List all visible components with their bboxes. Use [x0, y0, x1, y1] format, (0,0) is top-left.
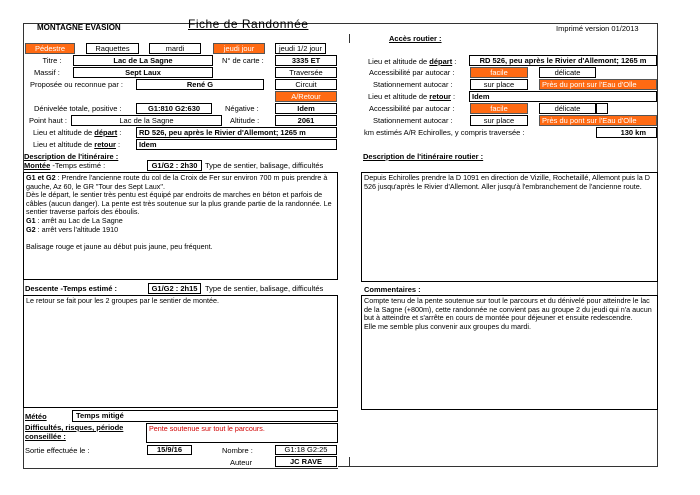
montee-text-line — [26, 226, 335, 235]
acces-depart-label-key: départ — [429, 57, 453, 66]
auteur-label: Auteur — [230, 458, 253, 467]
difficultes-field[interactable]: Pente soutenue sur tout le parcours. — [146, 423, 338, 443]
altitude-field[interactable]: 2061 — [275, 115, 337, 126]
descente-temps-field[interactable]: G1/G2 : 2h15 — [148, 283, 201, 294]
montee-text-line — [26, 243, 335, 252]
descente-label-key: Descente — [25, 284, 59, 293]
point-haut-label: Point haut : — [29, 116, 67, 125]
montee-text-content: : arrêt vers l'altitude 1910 — [35, 224, 119, 234]
acces-retour-stationnement-field[interactable]: Près du pont sur l'Eau d'Olle — [539, 115, 657, 126]
difficultes-label: Difficultés, risques, période conseillée : — [25, 423, 124, 441]
denivele-field[interactable]: G1:810 G2:630 — [136, 103, 212, 114]
option-pedestre[interactable]: Pédestre — [25, 43, 75, 54]
acces-retour-label — [368, 92, 455, 101]
option-jeudi-demi-jour[interactable]: jeudi 1/2 jour — [275, 43, 326, 54]
acces-depart-label-post: : — [452, 57, 457, 66]
acces-depart-label-pre: Lieu et altitude de — [368, 57, 430, 66]
montee-text — [26, 174, 335, 251]
montee-text-group: G1 — [26, 215, 36, 225]
routier-title: Description de l'itinéraire routier : — [363, 152, 484, 161]
organization-name: MONTAGNE EVASION — [37, 23, 121, 32]
montee-label — [24, 161, 105, 170]
commentaires-paragraph-2: Elle me semble plus convenir aux groupes du mardi. — [364, 321, 531, 331]
carte-label: N° de carte : — [222, 56, 264, 65]
acces-retour-label-key: retour — [429, 92, 451, 101]
acces-depart-facile[interactable]: facile — [470, 67, 528, 78]
acces-retour-extra-checkbox[interactable] — [596, 103, 608, 114]
option-traversee[interactable]: Traversée — [275, 67, 337, 78]
depart-label-key: départ — [94, 128, 118, 137]
option-mardi[interactable]: mardi — [149, 43, 201, 54]
altitude-label: Altitude : — [230, 116, 260, 125]
commentaires-area[interactable] — [361, 295, 658, 410]
montee-text-content: : arrêt au Lac de La Sagne — [35, 215, 123, 225]
denivele-label: Dénivelée totale, positive : — [34, 104, 122, 113]
nombre-field[interactable]: G1:18 G2:25 — [275, 445, 337, 455]
depart-label — [33, 128, 121, 137]
km-field[interactable]: 130 km — [596, 127, 657, 138]
itineraire-title: Description de l'itinéraire : — [24, 152, 119, 161]
routier-text: Depuis Echirolles prendre la D 1091 en direction de Vizille, Rochetaillé, Allemont puis la D 526 jusqu'après le Rivier d'Allemont. Aller jusqu'à l'embranchement de l'ancienne route. — [364, 173, 650, 191]
version-label: Imprimé version 01/2013 — [556, 24, 639, 33]
acces-retour-label-pre: Lieu et altitude de — [368, 92, 430, 101]
acces-depart-stationnement-label: Stationnement autocar : — [373, 80, 453, 89]
depart-label-pre: Lieu et altitude de — [33, 128, 95, 137]
montee-text-content: : Prendre l'ancienne route du col de la Croix de Fer sur environ 700 m puis prendre à gauche, Az 60, le GR "Tour des Sept Laux". — [26, 173, 328, 191]
propose-field[interactable]: René G — [136, 79, 264, 90]
titre-label: Titre : — [42, 56, 62, 65]
descente-text: Le retour se fait pour les 2 groupes par le sentier de montée. — [26, 296, 219, 305]
option-aller-retour[interactable]: A/Retour — [275, 91, 337, 102]
descente-text-area[interactable] — [23, 295, 338, 408]
option-circuit[interactable]: Circuit — [275, 79, 337, 90]
auteur-field[interactable]: JC RAVE — [275, 456, 337, 467]
depart-label-post: : — [117, 128, 122, 137]
acces-title: Accès routier : — [389, 34, 442, 43]
retour-field[interactable]: Idem — [136, 139, 337, 150]
point-haut-field[interactable]: Lac de la Sagne — [71, 115, 222, 126]
montee-text-line — [26, 174, 335, 191]
montee-text-group: G1 et G2 — [26, 173, 56, 182]
montee-temps-label: -Temps estimé : — [50, 161, 106, 170]
routier-text-area[interactable] — [361, 172, 658, 282]
titre-field[interactable]: Lac de La Sagne — [73, 55, 213, 66]
sortie-field[interactable]: 15/9/16 — [147, 445, 192, 455]
option-raquettes[interactable]: Raquettes — [86, 43, 139, 54]
acces-depart-label — [368, 57, 456, 66]
meteo-field[interactable]: Temps mitigé — [72, 410, 338, 422]
acces-retour-sur-place[interactable]: sur place — [470, 115, 528, 126]
montee-text-content: Balisage rouge et jaune au début puis jaune, peu fréquent. — [26, 241, 213, 251]
montee-label-key: Montée — [24, 161, 51, 170]
retour-label-key: retour — [94, 140, 116, 149]
acces-depart-accessibility-label: Accessibilité par autocar : — [369, 68, 455, 77]
descente-temps-label: -Temps estimé : — [58, 284, 117, 293]
acces-retour-accessibility-label: Accessibilité par autocar : — [369, 104, 455, 113]
propose-label: Proposée ou reconnue par : — [30, 80, 123, 89]
meteo-label: Météo — [25, 412, 47, 421]
negative-label: Négative : — [225, 104, 259, 113]
retour-label-post: : — [115, 140, 121, 149]
depart-field[interactable]: RD 526, peu après le Rivier d'Allemont; 1265 m — [136, 127, 337, 138]
km-label: km estimés A/R Echirolles, y compris traversée : — [364, 128, 525, 137]
montee-text-line — [26, 191, 335, 217]
montee-text-content: Dès le départ, le sentier très pentu est équipé par endroits de marches en béton et parfois de câbles (aucun danger). La pente est très soutenue sur la plus grande partie de la randonnée. Le sentier traverse parfois des éboulis. — [26, 190, 332, 217]
acces-depart-sur-place[interactable]: sur place — [470, 79, 528, 90]
montee-text-group: G2 — [26, 224, 36, 234]
massif-field[interactable]: Sept Laux — [73, 67, 213, 78]
acces-retour-label-post: : — [450, 92, 456, 101]
massif-label: Massif : — [34, 68, 60, 77]
acces-retour-delicate[interactable]: délicate — [539, 103, 596, 114]
descente-type-label: Type de sentier, balisage, difficultés — [205, 284, 324, 293]
descente-label — [25, 284, 117, 293]
negative-field[interactable]: Idem — [275, 103, 337, 114]
commentaires-paragraph-1: Compte tenu de la pente soutenue sur tout le parcours et du dénivelé pour atteindre le lac de la Sagne (+800m), cette randonnée ne convient pas au groupe 2 du jeudi qui n'a aucun but à atteindre et s'arrête en cours de montée pour déjeuner et ensuite redescendre. — [364, 296, 652, 323]
acces-retour-stationnement-label: Stationnement autocar : — [373, 116, 453, 125]
acces-depart-delicate[interactable]: délicate — [539, 67, 596, 78]
sortie-label: Sortie effectuée le : — [25, 446, 90, 455]
acces-retour-field[interactable]: Idem — [469, 91, 657, 102]
acces-depart-stationnement-field[interactable]: Près du pont sur l'Eau d'Olle — [539, 79, 657, 90]
page-title: Fiche de Randonnée — [188, 17, 309, 31]
montee-temps-field[interactable]: G1/G2 : 2h30 — [147, 160, 202, 171]
acces-retour-facile[interactable]: facile — [470, 103, 528, 114]
montee-type-label: Type de sentier, balisage, difficultés — [205, 161, 324, 170]
acces-depart-field[interactable]: RD 526, peu après le Rivier d'Allemont; 1265 m — [469, 55, 657, 66]
retour-label-pre: Lieu et altitude de — [33, 140, 95, 149]
option-jeudi-jour[interactable]: jeudi jour — [213, 43, 265, 54]
retour-label — [33, 140, 120, 149]
carte-field[interactable]: 3335 ET — [275, 55, 337, 66]
commentaires-label: Commentaires : — [364, 285, 421, 294]
nombre-label: Nombre : — [222, 446, 253, 455]
montee-text-area[interactable] — [23, 172, 338, 280]
